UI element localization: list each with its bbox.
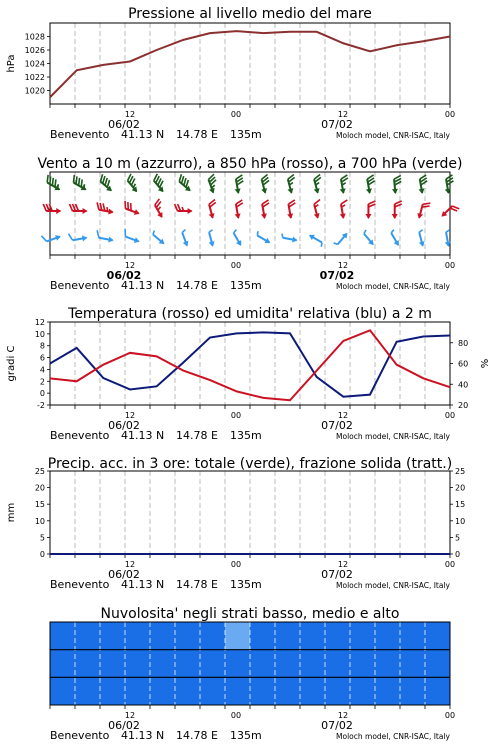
barb-head [307, 232, 314, 240]
y-tick-label: 4 [39, 365, 45, 375]
wind-barb-850 [259, 200, 272, 219]
hour-tick-label: 12 [337, 261, 349, 270]
y2-tick-label: 25 [455, 467, 466, 476]
date-label: 07/02 [321, 419, 353, 432]
wind-barb-700 [391, 175, 403, 194]
cloud-cell-high [300, 622, 326, 650]
cloud-cell-high [200, 622, 226, 650]
latitude: 41.13 N [121, 578, 165, 591]
barb-head [445, 188, 452, 194]
barb-head [134, 209, 141, 216]
longitude: 14.78 E [176, 729, 218, 742]
hour-tick-label: 12 [124, 560, 136, 569]
cloud-cell-low [200, 677, 226, 705]
latitude: 41.13 N [121, 729, 165, 742]
longitude: 14.78 E [176, 578, 218, 591]
barb-head [108, 209, 114, 216]
y2-tick-label: 80 [458, 338, 469, 348]
model-credit: Moloch model, CNR-ISAC, Italy [336, 282, 450, 291]
barb-head [209, 213, 216, 219]
y2-tick-label: 5 [455, 533, 461, 543]
barb-head [188, 208, 193, 214]
hour-tick-label: 00 [230, 560, 242, 569]
y-tick-label: 20 [34, 483, 45, 493]
barb-feather [68, 233, 72, 240]
barb-head [82, 235, 88, 242]
barb-head [365, 214, 371, 219]
model-credit: Moloch model, CNR-ISAC, Italy [336, 432, 450, 441]
wind-barb-10m [41, 230, 61, 246]
y-tick-label: 1026 [24, 46, 45, 55]
wind-barb-700 [150, 174, 169, 194]
barb-half-feather [419, 230, 423, 232]
hour-tick-label: 00 [444, 110, 456, 119]
y2-tick-label: 0 [455, 550, 461, 559]
hour-tick-label: 12 [337, 711, 349, 720]
y-tick-label: 1020 [24, 86, 45, 96]
wind-barb-10m [206, 230, 217, 248]
barb-feather [368, 204, 375, 207]
y2-axis-label: % [480, 358, 491, 369]
barb-head [366, 188, 373, 194]
y2-tick-label: 10 [455, 516, 466, 526]
barb-head [134, 237, 141, 244]
y-tick-label: 12 [34, 318, 45, 327]
y2-tick-label: 40 [458, 380, 469, 390]
wind-barb-850 [416, 201, 430, 221]
cloud-cell-low [125, 677, 151, 705]
cloud-cell-mid [200, 650, 226, 678]
hour-tick-label: 00 [444, 261, 456, 270]
y-tick-label: 1022 [24, 73, 45, 82]
barb-head [236, 240, 244, 247]
wind-barb-850 [365, 201, 375, 219]
wind-barb-10m [281, 234, 298, 244]
barb-feather [70, 204, 73, 211]
barb-feather [41, 235, 46, 243]
barb-head [235, 213, 242, 219]
wind-barb-700 [205, 174, 221, 194]
hour-tick-label: 00 [230, 411, 242, 420]
altitude: 135m [230, 429, 262, 442]
cloud-cell-high [50, 622, 76, 650]
wind-barb-850 [439, 202, 459, 222]
barb-half-feather [209, 230, 213, 232]
longitude: 14.78 E [176, 429, 218, 442]
date-label: 07/02 [321, 118, 353, 131]
cloud-cell-low [150, 677, 176, 705]
altitude: 135m [230, 729, 262, 742]
hour-tick-label: 12 [337, 110, 349, 119]
barb-head [183, 241, 190, 248]
barb-head [209, 241, 216, 247]
barb-feather [76, 204, 79, 211]
cloud-cell-high [375, 622, 401, 650]
barb-head [340, 213, 347, 219]
cloud-cell-low [300, 677, 326, 705]
barb-feather [96, 230, 100, 237]
hour-tick-label: 00 [444, 411, 456, 420]
station-name: Benevento [50, 578, 110, 591]
cloud-cell-low [225, 677, 251, 705]
barb-head [261, 213, 268, 219]
chart-title: Vento a 10 m (azzurro), a 850 hPa (rosso), a 700 hPa (verde) [37, 156, 463, 172]
date-label: 07/02 [319, 269, 355, 282]
y2-tick-label: 20 [455, 483, 466, 493]
cloud-cell-low [75, 677, 101, 705]
barb-head [157, 212, 165, 219]
y2-tick-label: 60 [458, 359, 469, 369]
wind-barb-10m [150, 230, 167, 246]
longitude: 14.78 E [176, 128, 218, 141]
barb-half-feather [320, 243, 323, 247]
date-label: 06/02 [108, 118, 140, 131]
barb-half-feather [446, 230, 450, 232]
cloud-cell-low [275, 677, 301, 705]
altitude: 135m [230, 279, 262, 292]
model-credit: Moloch model, CNR-ISAC, Italy [336, 732, 450, 741]
cloud-cell-low [400, 677, 426, 705]
cloud-cell-mid [125, 650, 151, 678]
barb-head [314, 213, 321, 219]
chart-title: Precip. acc. in 3 ore: totale (verde), frazione solida (tratt.) [47, 456, 453, 472]
barb-half-feather [256, 231, 259, 235]
cloud-cell-high [350, 622, 376, 650]
barb-head [209, 188, 216, 195]
y-tick-label: 1028 [24, 32, 45, 42]
latitude: 41.13 N [121, 279, 165, 292]
y-tick-label: 1024 [24, 59, 45, 69]
cloud-cell-mid [175, 650, 201, 678]
cloud-cell-mid [350, 650, 376, 678]
barb-head [392, 214, 398, 219]
barb-half-feather [281, 234, 283, 238]
date-label: 06/02 [108, 568, 140, 581]
hour-tick-label: 00 [444, 560, 456, 569]
hour-tick-label: 00 [230, 711, 242, 720]
barb-feather [368, 201, 375, 204]
date-label: 07/02 [321, 719, 353, 732]
cloud-cell-mid [50, 650, 76, 678]
longitude: 14.78 E [176, 279, 218, 292]
wind-barb-700 [232, 175, 245, 194]
station-name: Benevento [50, 429, 110, 442]
y-tick-label: 15 [34, 500, 45, 510]
chart-title: Temperatura (rosso) ed umidita' relativa (blu) a 2 m [68, 306, 432, 322]
barb-half-feather [182, 230, 186, 233]
barb-head [264, 238, 271, 246]
cloud-cell-low [375, 677, 401, 705]
cloud-cell-high [325, 622, 351, 650]
cloud-cell-mid [400, 650, 426, 678]
hour-tick-label: 12 [337, 560, 349, 569]
barb-head [55, 233, 62, 240]
hour-tick-label: 12 [124, 411, 136, 420]
hour-tick-label: 00 [230, 261, 242, 270]
barb-feather [313, 200, 321, 205]
wind-barb-850 [205, 200, 219, 220]
barb-feather [178, 204, 181, 211]
station-name: Benevento [50, 729, 110, 742]
cloud-cell-mid [250, 650, 276, 678]
wind-barb-700 [284, 175, 298, 195]
cloud-cell-high [225, 622, 251, 650]
station-name: Benevento [50, 128, 110, 141]
wind-barb-850 [285, 200, 298, 219]
wind-barb-700 [443, 175, 456, 194]
latitude: 41.13 N [121, 429, 165, 442]
cloud-cell-high [100, 622, 126, 650]
hour-tick-label: 12 [124, 110, 136, 119]
wind-barb-850 [70, 204, 88, 214]
wind-barb-850 [151, 199, 169, 220]
date-label: 06/02 [108, 419, 140, 432]
wind-barb-700 [416, 175, 429, 194]
hour-tick-label: 12 [124, 261, 136, 270]
barb-half-feather [152, 230, 156, 234]
cloud-cell-mid [325, 650, 351, 678]
y-tick-label: 2 [39, 377, 45, 387]
chart-title: Nuvolosita' negli strati basso, medio e alto [100, 606, 400, 622]
cloud-cell-high [275, 622, 301, 650]
wind-barb-10m [443, 230, 453, 247]
wind-barb-700 [310, 175, 324, 195]
wind-barb-850 [232, 200, 245, 219]
barb-head [261, 188, 268, 194]
model-credit: Moloch model, CNR-ISAC, Italy [336, 581, 450, 590]
barb-head [235, 188, 242, 194]
wind-barb-10m [95, 230, 114, 243]
cloud-cell-high [250, 622, 276, 650]
cloud-cell-mid [300, 650, 326, 678]
barb-head [288, 188, 295, 194]
hour-tick-label: 12 [124, 711, 136, 720]
cloud-cell-mid [375, 650, 401, 678]
cloud-cell-mid [100, 650, 126, 678]
cloud-cell-mid [75, 650, 101, 678]
y-axis-label: hPa [6, 54, 17, 73]
altitude: 135m [230, 578, 262, 591]
cloud-cell-low [350, 677, 376, 705]
barb-head [56, 208, 61, 214]
cloud-cell-low [175, 677, 201, 705]
wind-barb-10m [179, 230, 191, 248]
barb-head [416, 213, 423, 219]
barb-feather [340, 200, 347, 204]
cloud-cell-high [425, 622, 451, 650]
latitude: 41.13 N [121, 128, 165, 141]
wind-barb-10m [255, 231, 273, 245]
wind-barb-10m [68, 231, 87, 244]
wind-barb-700 [43, 175, 64, 193]
cloud-cell-low [250, 677, 276, 705]
barb-head [83, 208, 88, 214]
hour-tick-label: 12 [337, 411, 349, 420]
cloud-cell-low [100, 677, 126, 705]
cloud-cell-high [75, 622, 101, 650]
cloud-cell-high [175, 622, 201, 650]
wind-barb-850 [175, 204, 193, 214]
barb-head [108, 237, 114, 244]
wind-barb-850 [95, 202, 114, 215]
cloud-cell-mid [275, 650, 301, 678]
y-tick-label: 10 [34, 516, 45, 526]
wind-barb-850 [310, 200, 324, 220]
y-axis-label: gradi C [6, 345, 17, 382]
cloud-cell-low [425, 677, 451, 705]
date-label: 06/02 [108, 719, 140, 732]
y-tick-label: 10 [34, 329, 45, 339]
y2-tick-label: 20 [458, 401, 469, 410]
barb-half-feather [334, 242, 338, 246]
altitude: 135m [230, 128, 262, 141]
wind-barb-700 [175, 174, 195, 193]
cloud-cell-high [150, 622, 176, 650]
y-tick-label: 25 [34, 467, 45, 476]
y-tick-label: 0 [39, 389, 45, 399]
date-label: 06/02 [106, 269, 142, 282]
model-credit: Moloch model, CNR-ISAC, Italy [336, 131, 450, 140]
y-tick-label: 5 [39, 533, 45, 543]
wind-barb-700 [337, 175, 350, 194]
cloud-cell-low [50, 677, 76, 705]
barb-half-feather [233, 230, 237, 233]
y-axis-label: mm [6, 502, 17, 523]
barb-head [292, 237, 298, 244]
barb-feather [43, 204, 46, 211]
barb-half-feather [390, 230, 394, 233]
y-tick-label: -2 [37, 401, 45, 410]
wind-barb-850 [337, 200, 350, 219]
date-label: 07/02 [321, 568, 353, 581]
cloud-cell-low [325, 677, 351, 705]
cloud-cell-mid [425, 650, 451, 678]
barb-feather [395, 204, 402, 207]
chart-title: Pressione al livello medio del mare [128, 6, 372, 22]
wind-barb-700 [258, 175, 272, 195]
wind-barb-10m [334, 230, 350, 247]
y-tick-label: 0 [39, 550, 45, 559]
wind-barb-700 [69, 175, 90, 193]
wind-barb-10m [230, 230, 244, 248]
barb-feather [395, 201, 402, 204]
wind-barb-700 [96, 174, 116, 193]
barb-head [445, 241, 452, 247]
station-name: Benevento [50, 279, 110, 292]
barb-feather [46, 204, 49, 211]
barb-half-feather [363, 230, 367, 234]
barb-head [314, 188, 321, 194]
hour-tick-label: 00 [230, 110, 242, 119]
wind-barb-10m [361, 230, 377, 247]
wind-barb-850 [43, 204, 61, 214]
y2-tick-label: 15 [455, 500, 466, 510]
wind-barb-700 [123, 174, 142, 194]
y-tick-label: 6 [39, 353, 45, 363]
y-tick-label: 8 [39, 341, 45, 351]
wind-barb-10m [307, 232, 325, 246]
barb-feather [123, 229, 128, 237]
barb-head [419, 188, 426, 194]
barb-head [287, 213, 294, 219]
cloud-cell-mid [150, 650, 176, 678]
barb-head [340, 188, 347, 194]
hour-tick-label: 00 [444, 711, 456, 720]
cloud-cell-high [400, 622, 426, 650]
cloud-cell-high [125, 622, 151, 650]
cloud-cell-mid [225, 650, 251, 678]
barb-head [392, 189, 398, 195]
